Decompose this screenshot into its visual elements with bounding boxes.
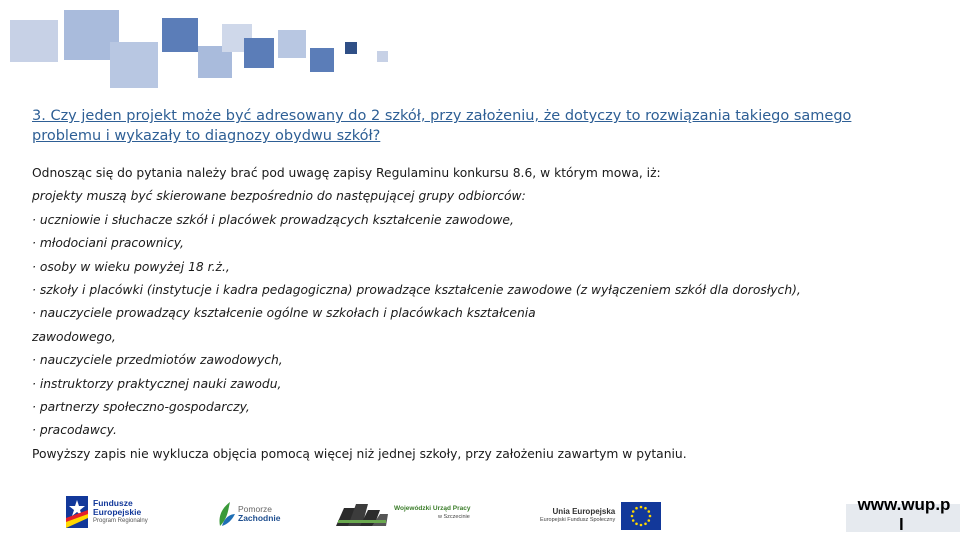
decor-square [345,42,357,54]
answer-bullet: · uczniowie i słuchacze szkół i placówek prowadzących kształcenie zawodowe, [32,212,514,227]
logo-text: w Szczecinie [438,514,470,520]
wup-szczecin-logo [336,500,470,526]
answer-bullet: · pracodawcy. [32,423,117,438]
answer-text [32,162,932,466]
answer-bullet: · szkoły i placówki (instytucje i kadra pedagogiczna) prowadzące kształcenie zawodowe (z wyłączeniem szkół dla dorosłych), [32,282,801,297]
decor-square [110,42,158,88]
logo-text: Europejskie [93,506,142,517]
website-link-end[interactable]: l [899,515,904,534]
logo-text: Zachodnie [238,513,281,523]
logo-bar [0,490,960,540]
logo-text: Program Regionalny [93,517,148,524]
website-link[interactable]: www.wup.p [857,495,951,514]
fundusze-star-icon [66,496,88,528]
wup-blocks-icon [336,500,388,526]
answer-bullet: · nauczyciele przedmiotów zawodowych, [32,353,283,368]
answer-intro: Odnosząc się do pytania należy brać pod uwagę zapisy Regulaminu konkursu 8.6, w którym mowa, iż: [32,166,661,180]
answer-bullet: · osoby w wieku powyżej 18 r.ż., [32,259,230,274]
decor-square [278,30,306,58]
logo-text: Europejski Fundusz Społeczny [540,517,616,523]
decor-square [377,51,388,62]
logo-text: Unia Europejska [552,507,616,516]
question-title: 3. Czy jeden projekt może być adresowany do 2 szkół, przy założeniu, że dotyczy to rozwiązania takiego samego problemu i wykazały to diagnozy obydwu szkół? [32,108,852,144]
decor-square [244,38,274,68]
answer-bullet: · partnerzy społeczno-gospodarczy, [32,399,250,414]
answer-bullet: · instruktorzy praktycznej nauki zawodu, [32,376,282,391]
pomorze-leaf-icon [216,500,236,528]
logo-text: Pomorze [238,504,273,514]
logo-text: Wojewódzki Urząd Pracy [394,505,471,512]
answer-conclusion: Powyższy zapis nie wyklucza objęcia pomocą więcej niż jednej szkoły, przy założeniu zawartym w pytaniu. [32,446,687,461]
answer-bullet: · młodociani pracownicy, [32,236,184,251]
decor-square [10,20,58,62]
eu-logo [540,502,661,530]
answer-line: zawodowego, [32,329,116,344]
eu-flag-icon [621,502,661,530]
answer-bullet: · nauczyciele prowadzący kształcenie ogólne w szkołach i placówkach kształcenia [32,306,536,321]
pomorze-zachodnie-logo [216,500,281,528]
logo-text: Fundusze [93,497,133,508]
fundusze-europejskie-logo [66,496,148,528]
decor-square [162,18,198,52]
answer-line: projekty muszą być skierowane bezpośrednio do następującej grupy odbiorców: [32,189,526,204]
decor-square [310,48,334,72]
